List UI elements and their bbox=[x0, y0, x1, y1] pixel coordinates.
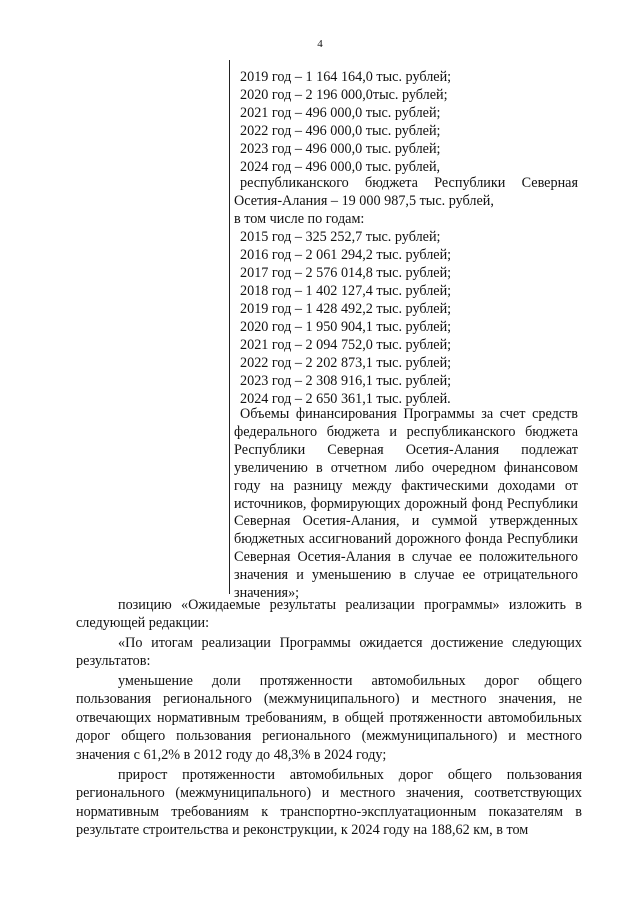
funding-line-2021: 2021 год – 496 000,0 тыс. рублей; bbox=[240, 105, 441, 121]
republic-line-2021: 2021 год – 2 094 752,0 тыс. рублей; bbox=[240, 337, 452, 353]
by-years-label: в том числе по годам: bbox=[234, 211, 365, 227]
position-paragraph: позицию «Ожидаемые результаты реализации программы» изложить в следующей редакции: bbox=[76, 597, 582, 632]
funding-line-2024: 2024 год – 496 000,0 тыс. рублей, bbox=[240, 159, 441, 175]
republic-line-2019: 2019 год – 1 428 492,2 тыс. рублей; bbox=[240, 301, 452, 317]
republic-budget-intro: республиканского бюджета Республики Северная Осетия-Алания – 19 000 987,5 тыс. рублей, bbox=[234, 175, 578, 209]
funding-line-2023: 2023 год – 496 000,0 тыс. рублей; bbox=[240, 141, 441, 157]
growth-paragraph: прирост протяженности автомобильных дорог общего пользования регионального (межмуниципального) и местного значения, соответствующих нормативным требованиям к транспортно-эксплуатационным показателям в результате строительства и реконструкции, к 2024 году на 188,62 км, в том bbox=[76, 767, 582, 839]
republic-line-2024: 2024 год – 2 650 361,1 тыс. рублей. bbox=[240, 391, 451, 407]
republic-line-2020: 2020 год – 1 950 904,1 тыс. рублей; bbox=[240, 319, 452, 335]
page-number: 4 bbox=[317, 38, 323, 50]
reduction-paragraph: уменьшение доли протяженности автомобильных дорог общего пользования регионального (межмуниципального) и местного значения, не отвечающих нормативным требованиям, в общей протяженности автомобильных дорог общего пользования регионального (межмуниципального) и местного значения с 61,2% в 2012 году до 48,3% в 2024 году; bbox=[76, 673, 582, 763]
results-intro: «По итогам реализации Программы ожидается достижение следующих результатов: bbox=[76, 635, 582, 670]
republic-line-2022: 2022 год – 2 202 873,1 тыс. рублей; bbox=[240, 355, 452, 371]
republic-line-2023: 2023 год – 2 308 916,1 тыс. рублей; bbox=[240, 373, 452, 389]
volumes-paragraph: Объемы финансирования Программы за счет средств федерального бюджета и республиканского бюджета Республики Северная Осетия-Алания подлежат увеличению в отчетном либо очередном финансовом году на разницу между фактическими доходами от источников, формирующих дорожный фонд Республики Северная Осетия-Алания, и суммой утвержденных бюджетных ассигнований дорожного фонда Республики Северная Осетия-Алания в случае ее положительного значения и уменьшению в случае ее отрицательного значения»; bbox=[234, 406, 578, 602]
republic-line-2016: 2016 год – 2 061 294,2 тыс. рублей; bbox=[240, 247, 452, 263]
funding-line-2019: 2019 год – 1 164 164,0 тыс. рублей; bbox=[240, 69, 452, 85]
funding-line-2022: 2022 год – 496 000,0 тыс. рублей; bbox=[240, 123, 441, 139]
republic-line-2018: 2018 год – 1 402 127,4 тыс. рублей; bbox=[240, 283, 452, 299]
republic-line-2017: 2017 год – 2 576 014,8 тыс. рублей; bbox=[240, 265, 452, 281]
funding-line-2020: 2020 год – 2 196 000,0тыс. рублей; bbox=[240, 87, 448, 103]
republic-line-2015: 2015 год – 325 252,7 тыс. рублей; bbox=[240, 229, 441, 245]
